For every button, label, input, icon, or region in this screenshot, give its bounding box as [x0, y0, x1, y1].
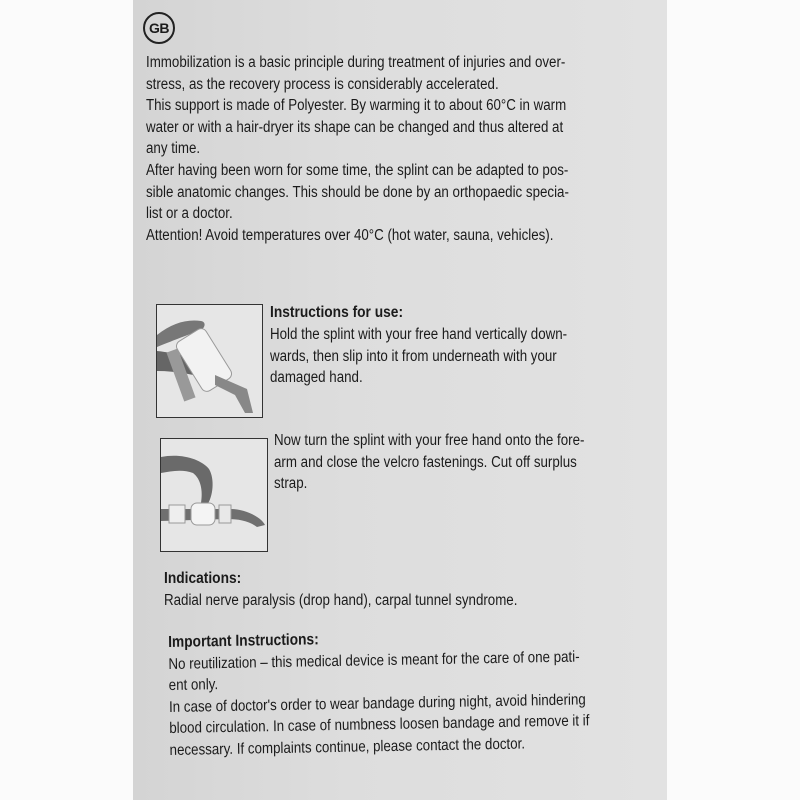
intro-line: After having been worn for some time, the splint can be adapted to pos-: [146, 161, 569, 179]
step1-line: wards, then slip into it from underneath with your: [270, 347, 557, 365]
step2-line: arm and close the velcro fastenings. Cut off surplus: [274, 453, 577, 471]
indications-heading: Indications:: [164, 570, 242, 587]
important-line: blood circulation. In case of numbness loosen bandage and remove it if: [169, 712, 590, 738]
intro-line: list or a doctor.: [146, 205, 233, 223]
splint-fastening-image: [161, 439, 267, 551]
step1-line: damaged hand.: [270, 369, 363, 387]
intro-line: This support is made of Polyester. By warming it to about 60°C in warm: [146, 97, 567, 115]
instructions-heading: Instructions for use:: [270, 304, 404, 321]
right-margin: [667, 0, 800, 800]
important-line: ent only.: [168, 676, 219, 695]
intro-line: Attention! Avoid temperatures over 40°C (hot water, sauna, vehicles).: [146, 226, 554, 244]
step2-text: [274, 430, 584, 495]
intro-line: any time.: [146, 140, 201, 158]
step1-illustration: [156, 304, 263, 418]
important-line: No reutilization – this medical device is meant for the care of one pati-: [168, 648, 580, 673]
intro-line: Immobilization is a basic principle during treatment of injuries and over-: [146, 54, 566, 71]
intro-line: water or with a hair-dryer its shape can be changed and thus altered at: [146, 118, 564, 136]
step2-line: strap.: [274, 475, 308, 493]
step2-line: Now turn the splint with your free hand onto the fore-: [274, 432, 585, 449]
step2-illustration: [160, 438, 268, 552]
indications-line: Radial nerve paralysis (drop hand), carpal tunnel syndrome.: [164, 591, 518, 609]
intro-text: [146, 52, 576, 246]
intro-line: stress, as the recovery process is considerably accelerated.: [146, 75, 499, 93]
important-line: In case of doctor's order to wear bandage during night, avoid hindering: [168, 691, 586, 716]
left-margin: [0, 0, 133, 800]
step1-text: [270, 324, 567, 389]
important-section: [168, 624, 600, 761]
intro-line: sible anatomic changes. This should be done by an orthopaedic specia-: [146, 183, 569, 201]
country-code-badge: GB: [143, 12, 175, 44]
important-heading: Important Instructions:: [168, 631, 319, 651]
splint-insertion-image: [157, 305, 262, 417]
step1-line: Hold the splint with your free hand vertically down-: [270, 326, 568, 343]
important-line: necessary. If complaints continue, please contact the doctor.: [169, 735, 526, 759]
indications-section: [164, 568, 594, 611]
